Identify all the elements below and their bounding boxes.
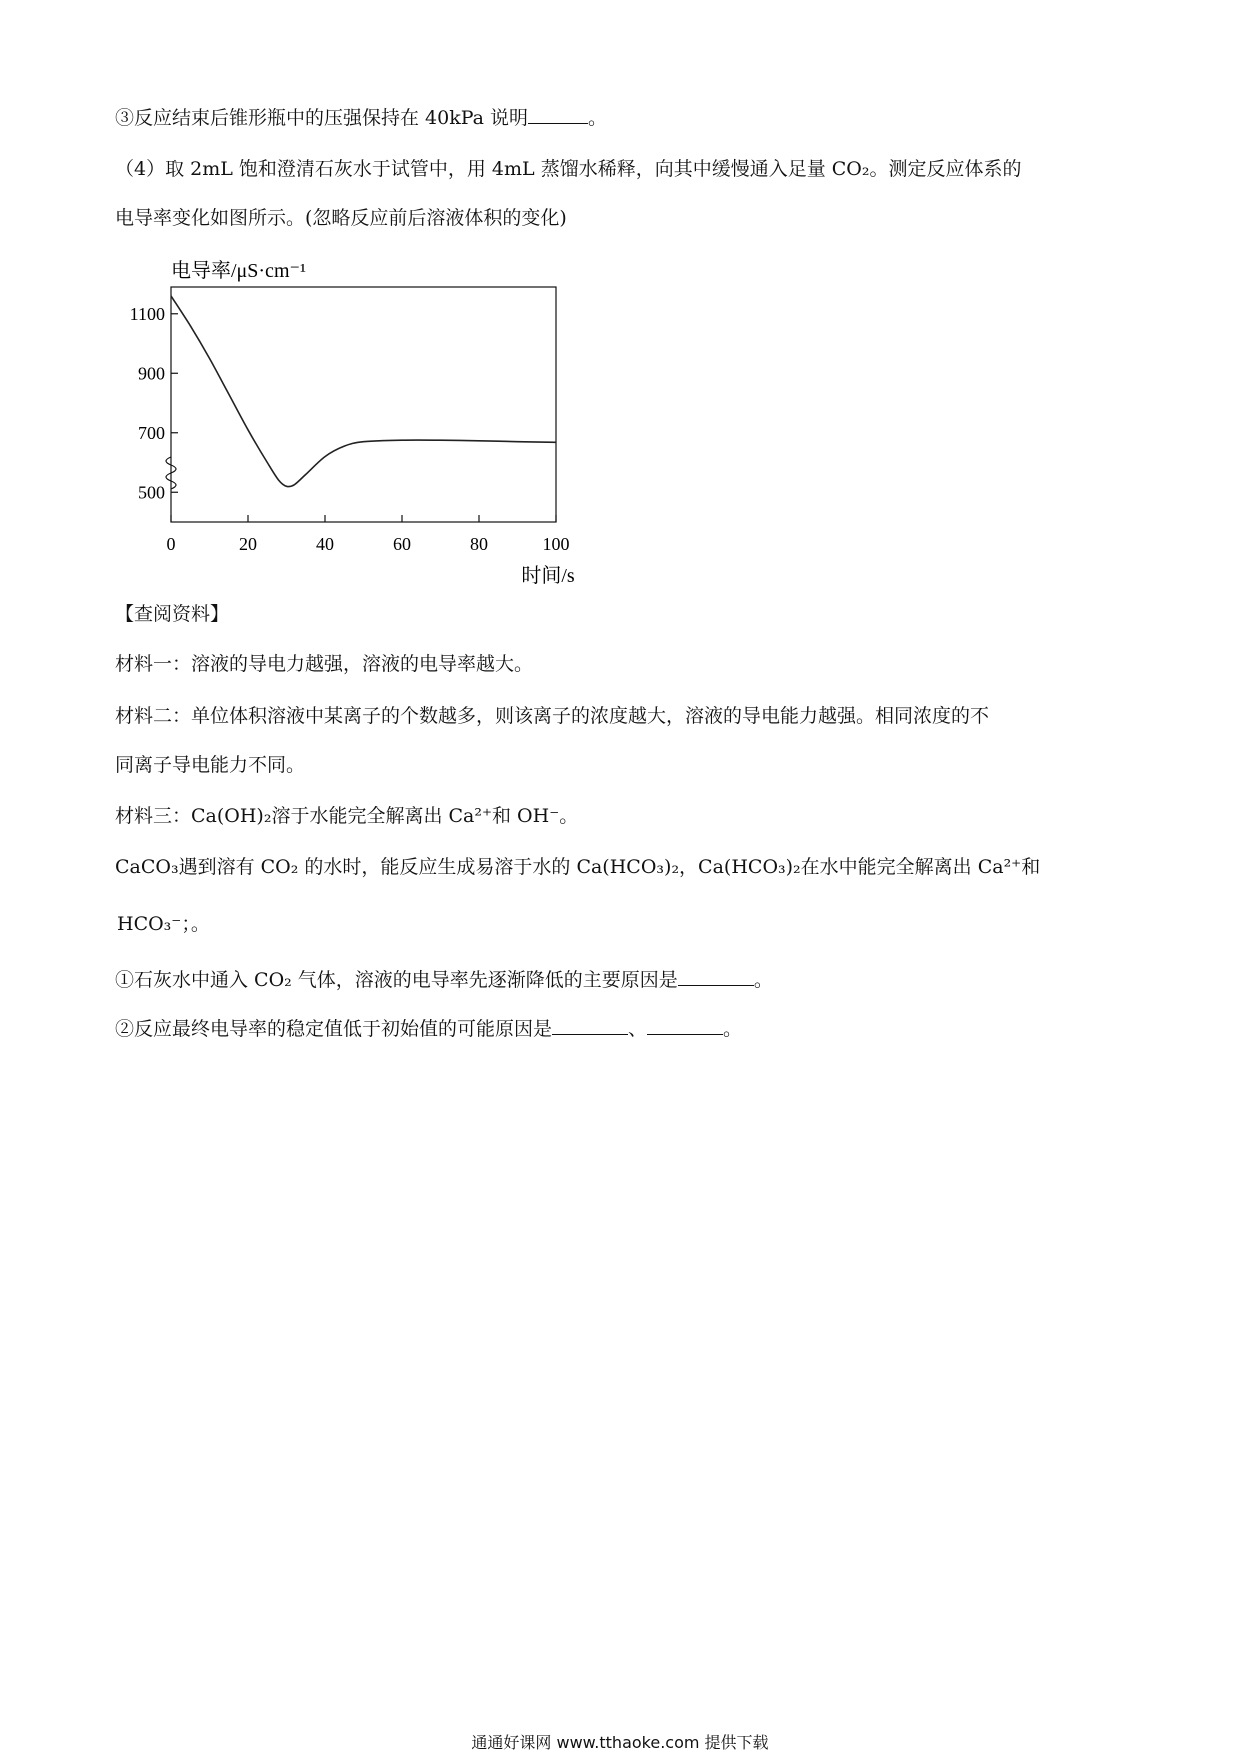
material-3: 材料三：Ca(OH)₂溶于水能完全解离出 Ca²⁺和 OH⁻。 — [115, 805, 579, 827]
material-3-line3: HCO₃⁻；。 — [117, 913, 210, 935]
chart-ylabel: 电导率/μS·cm⁻¹ — [171, 260, 307, 282]
question-4-1 — [115, 966, 773, 994]
answer-blank[interactable] — [678, 967, 754, 986]
question-3-3-suffix: 。 — [588, 107, 608, 129]
footer-source: 通通好课网 www.tthaoke.com 提供下载 — [471, 1733, 769, 1752]
conductivity-chart — [108, 252, 588, 597]
material-2-line1: 材料二：单位体积溶液中某离子的个数越多，则该离子的浓度越大，溶液的导电能力越强。相同浓度的不 — [115, 705, 990, 727]
x-tick-label: 80 — [470, 534, 488, 554]
answer-blank[interactable] — [528, 105, 588, 124]
x-tick-label: 20 — [239, 534, 257, 554]
conductivity-curve — [171, 296, 556, 487]
question-4-2-sep: 、 — [628, 1018, 648, 1040]
question-4-2 — [115, 1015, 742, 1043]
conductivity-chart-svg — [108, 252, 588, 597]
question-3-3-text: ③反应结束后锥形瓶中的压强保持在 40kPa 说明 — [115, 107, 529, 129]
x-tick-label: 100 — [542, 534, 570, 554]
x-tick-label: 60 — [393, 534, 411, 554]
y-tick-label: 900 — [138, 363, 165, 384]
y-tick-label: 1100 — [129, 303, 165, 324]
question-4-1-text: ①石灰水中通入 CO₂ 气体，溶液的电导率先逐渐降低的主要原因是 — [115, 969, 678, 991]
question-4-line1: （4）取 2mL 饱和澄清石灰水于试管中，用 4mL 蒸馏水稀释，向其中缓慢通入足量 CO₂。测定反应体系的 — [115, 158, 1022, 180]
reference-heading: 【查阅资料】 — [115, 603, 230, 625]
x-tick-label: 40 — [316, 534, 334, 554]
y-tick-label: 700 — [138, 422, 165, 443]
question-4-2-suffix: 。 — [723, 1018, 743, 1040]
chart-plot-frame — [171, 287, 556, 522]
material-1: 材料一：溶液的导电力越强，溶液的电导率越大。 — [115, 653, 534, 675]
question-3-3 — [115, 104, 607, 132]
answer-blank[interactable] — [552, 1016, 628, 1035]
chart-xlabel: 时间/s — [521, 565, 575, 587]
answer-blank[interactable] — [647, 1016, 723, 1035]
x-tick-label: 0 — [166, 534, 176, 554]
question-4-line2: 电导率变化如图所示。(忽略反应前后溶液体积的变化) — [115, 207, 567, 229]
material-2-line2: 同离子导电能力不同。 — [115, 754, 306, 776]
material-3-line2: CaCO₃遇到溶有 CO₂ 的水时，能反应生成易溶于水的 Ca(HCO₃)₂，Ca(HCO₃)₂在水中能完全解离出 Ca²⁺和 — [115, 856, 1041, 878]
question-4-1-suffix: 。 — [753, 969, 773, 991]
question-4-2-text: ②反应最终电导率的稳定值低于初始值的可能原因是 — [115, 1018, 553, 1040]
y-tick-label: 500 — [138, 482, 165, 503]
